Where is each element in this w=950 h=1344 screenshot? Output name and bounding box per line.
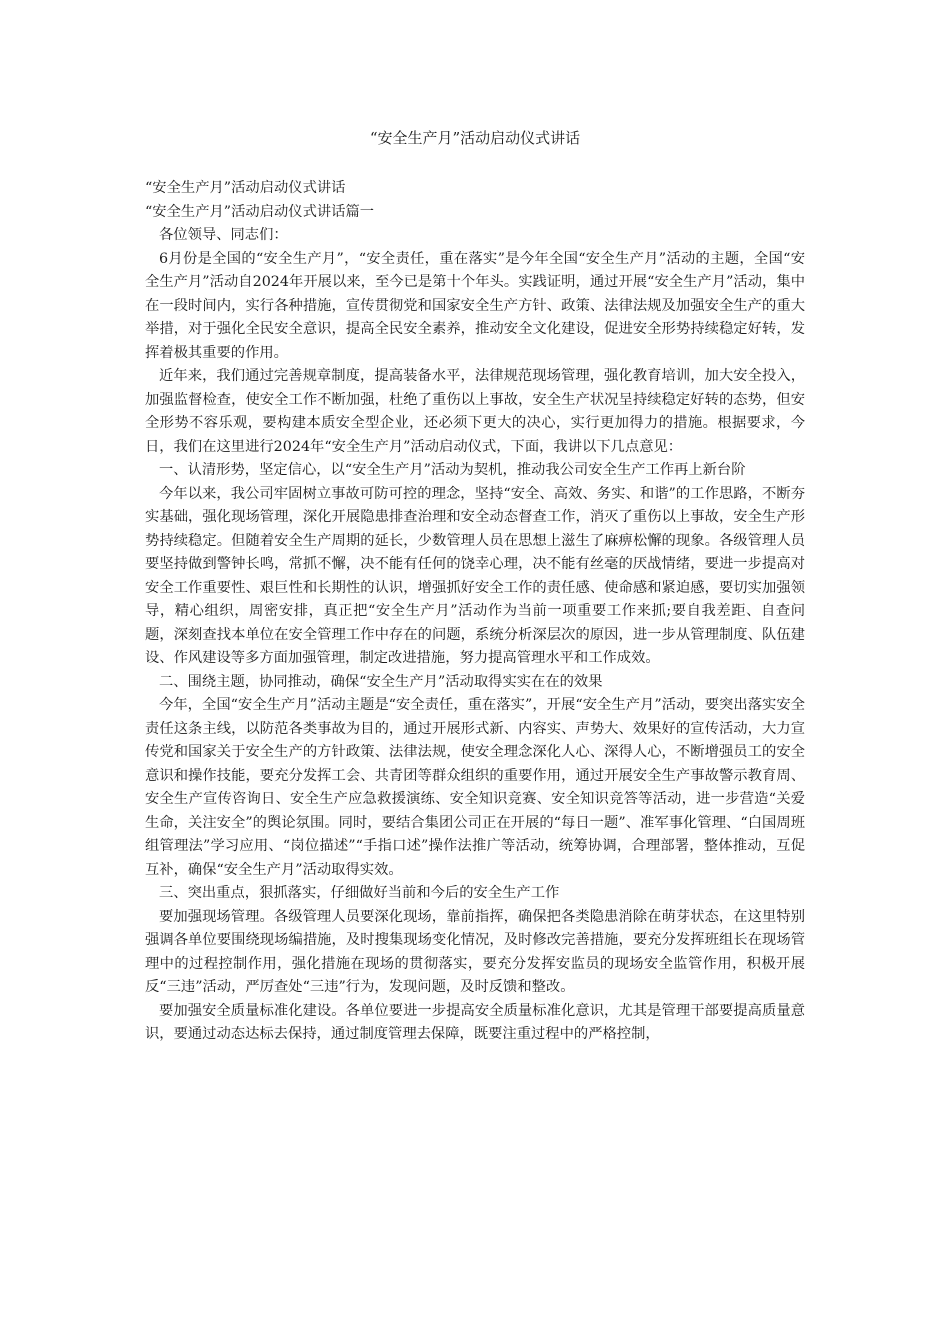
paragraph: “安全生产月”活动启动仪式讲话 xyxy=(145,180,346,196)
paragraph: 今年以来，我公司牢固树立事故可防可控的理念，坚持“安全、高效、务实、和谐”的工作思路，不断夯实基础，强化现场管理，深化开展隐患排查治理和安全动态督查工作，消灭了重伤以上事故，安全生产形势持续稳定。但随着安全生产周期的延长，少数管理人员在思想上滋生了麻痹松懈的现象。各级管理人员要坚持做到警钟长鸣，常抓不懈，决不能有任何的饶幸心理，决不能有丝毫的厌战情绪，要进一步提高对安全工作重要性、艰巨性和长期性的认识，增强抓好安全工作的责任感、使命感和紧迫感，要切实加强领导，精心组织，周密安排，真正把“安全生产月”活动作为当前一项重要工作来抓;要自我差距、自查问题，深刻查找本单位在安全管理工作中存在的问题，系统分析深层次的原因，进一步从管理制度、队伍建设、作风建设等多方面加强管理，制定改进措施，努力提高管理水平和工作成效。 xyxy=(145,485,805,666)
paragraph: 各位领导、同志们： xyxy=(159,227,288,243)
paragraph: 一、认清形势，坚定信心，以“安全生产月”活动为契机，推动我公司安全生产工作再上新台阶 xyxy=(159,462,746,478)
paragraph: 三、突出重点，狠抓落实，仔细做好当前和今后的安全生产工作 xyxy=(159,885,560,901)
paragraph: 今年，全国“安全生产月”活动主题是“安全责任，重在落实”，开展“安全生产月”活动，要突出落实安全责任这条主线，以防范各类事故为目的，通过开展形式新、内容实、声势大、效果好的宣传活动，大力宣传党和国家关于安全生产的方针政策、法律法规，使安全理念深化人心、深得人心，不断增强员工的安全意识和操作技能，要充分发挥工会、共青团等群众组织的重要作用，通过开展安全生产事故警示教育周、安全生产宣传咨询日、安全生产应急救援演练、安全知识竞赛、安全知识竞答等活动，进一步营造“关爱生命，关注安全”的舆论氛围。同时，要结合集团公司正在开展的“每日一题”、准军事化管理、“白国周班组管理法”学习应用、“岗位描述”“手指口述”操作法推广等活动，统筹协调，合理部署，整体推动，互促互补，确保“安全生产月”活动取得实效。 xyxy=(145,697,805,878)
document-title: “安全生产月”活动启动仪式讲话 xyxy=(369,129,581,147)
document-page xyxy=(145,0,805,1344)
paragraph: 6月份是全国的“安全生产月”，“安全责任，重在落实”是今年全国“安全生产月”活动的主题，全国“安全生产月”活动自2024年开展以来，至今已是第十个年头。实践证明，通过开展“安全生产月”活动，集中在一段时间内，实行各种措施，宣传贯彻党和国家安全生产方针、政策、法律法规及加强安全生产的重大举措，对于强化全民安全意识，提高全民安全素养，推动安全文化建设，促进安全形势持续稳定好转，发挥着极其重要的作用。 xyxy=(145,250,805,361)
paragraph: 要加强安全质量标准化建设。各单位要进一步提高安全质量标准化意识，尤其是管理干部要提高质量意识，要通过动态达标去保持，通过制度管理去保障，既要注重过程中的严格控制， xyxy=(145,1002,805,1042)
document-body xyxy=(145,177,805,1047)
paragraph: “安全生产月”活动启动仪式讲话篇一 xyxy=(145,203,375,220)
paragraph: 二、围绕主题，协同推动，确保“安全生产月”活动取得实实在在的效果 xyxy=(159,673,603,690)
paragraph: 近年来，我们通过完善规章制度，提高装备水平，法律规范现场管理，强化教育培训，加大安全投入，加强监督检查，使安全工作不断加强，杜绝了重伤以上事故，安全生产状况呈持续稳定好转的态势，但安全形势不容乐观，要构建本质安全型企业，还必须下更大的决心，实行更加得力的措施。根据要求，今日，我们在这里进行2024年“安全生产月”活动启动仪式，下面，我讲以下几点意见： xyxy=(145,368,805,455)
paragraph: 要加强现场管理。各级管理人员要深化现场，靠前指挥，确保把各类隐患消除在萌芽状态，在这里特别强调各单位要围绕现场编措施，及时搜集现场变化情况，及时修改完善措施，要充分发挥班组长在现场管理中的过程控制作用，强化措施在现场的贯彻落实，要充分发挥安监员的现场安全监管作用，积极开展反“三违”活动，严厉查处“三违”行为，发现问题，及时反馈和整改。 xyxy=(145,908,805,995)
